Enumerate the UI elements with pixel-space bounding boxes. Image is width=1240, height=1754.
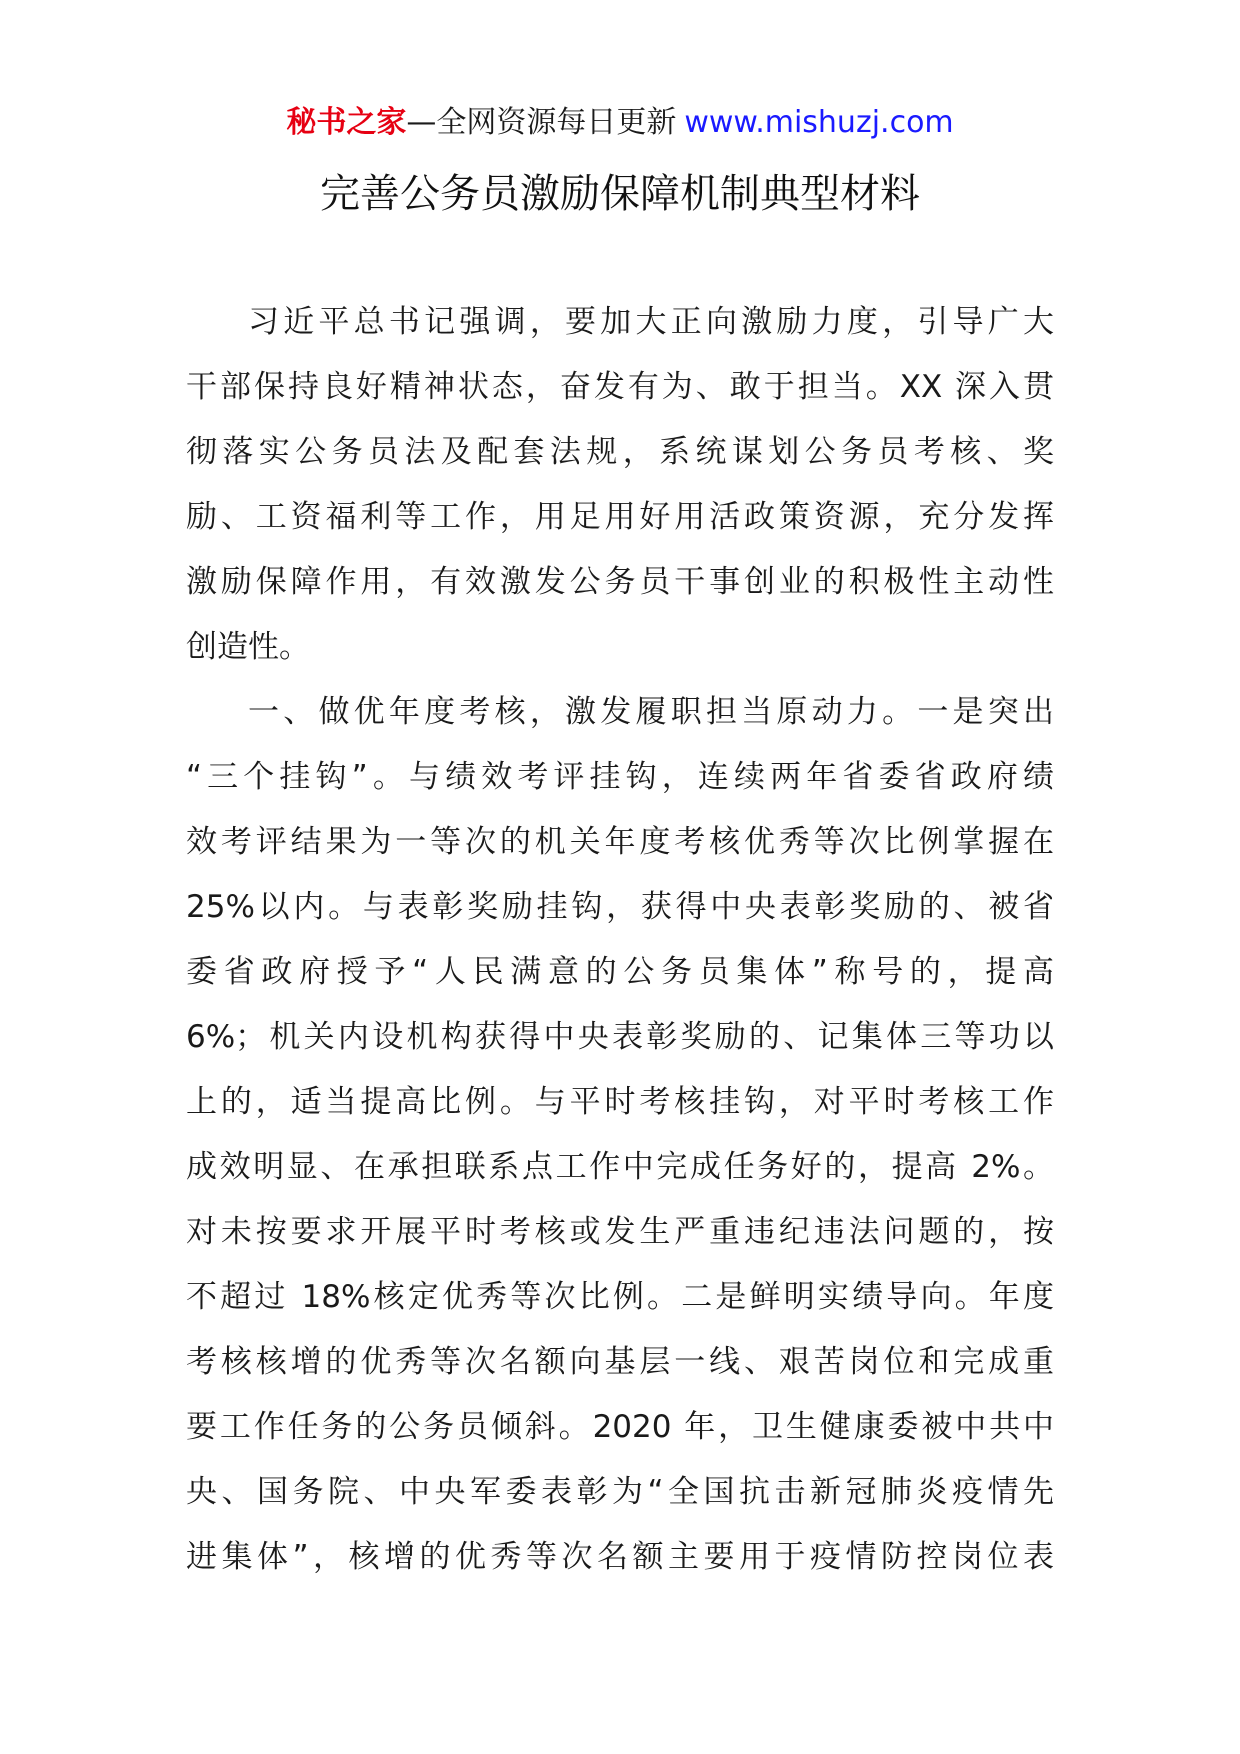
text-line: 要工作任务的公务员倾斜。2020 年，卫生健康委被中共中	[186, 1409, 1054, 1445]
document-body	[186, 290, 1054, 1590]
text-line: 激励保障作用，有效激发公务员干事创业的积极性主动性	[186, 564, 1054, 600]
text-line: 委省政府授予“人民满意的公务员集体”称号的，提高	[186, 954, 1054, 990]
text-line: 成效明显、在承担联系点工作中完成任务好的，提高 2%。	[186, 1149, 1054, 1185]
site-slogan: —全网资源每日更新	[406, 105, 677, 140]
text-line: 创造性。	[186, 629, 310, 665]
text-line: 对未按要求开展平时考核或发生严重违纪违法问题的，按	[186, 1214, 1054, 1250]
paragraph-section-one	[186, 680, 1054, 1590]
text-line: 进集体”，核增的优秀等次名额主要用于疫情防控岗位表	[186, 1539, 1054, 1575]
document-title: 完善公务员激励保障机制典型材料	[320, 171, 920, 217]
text-line: 25%以内。与表彰奖励挂钩，获得中央表彰奖励的、被省	[186, 889, 1054, 925]
text-line: 央、国务院、中央军委表彰为“全国抗击新冠肺炎疫情先	[186, 1474, 1054, 1510]
text-line: 一、做优年度考核，激发履职担当原动力。一是突出	[248, 694, 1054, 730]
text-line: 6%；机关内设机构获得中央表彰奖励的、记集体三等功以	[186, 1019, 1054, 1055]
site-url-link[interactable]: www.mishuzj.com	[684, 105, 954, 140]
text-line: “三个挂钩”。与绩效考评挂钩，连续两年省委省政府绩	[186, 759, 1054, 795]
text-line: 上的，适当提高比例。与平时考核挂钩，对平时考核工作	[186, 1084, 1054, 1120]
text-line: 不超过 18%核定优秀等次比例。二是鲜明实绩导向。年度	[186, 1279, 1054, 1315]
text-line: 励、工资福利等工作，用足用好用活政策资源，充分发挥	[186, 499, 1054, 535]
site-brand: 秘书之家	[286, 105, 407, 140]
text-line: 考核核增的优秀等次名额向基层一线、艰苦岗位和完成重	[186, 1344, 1054, 1380]
text-line: 彻落实公务员法及配套法规，系统谋划公务员考核、奖	[186, 434, 1054, 470]
text-line: 效考评结果为一等次的机关年度考核优秀等次比例掌握在	[186, 824, 1054, 860]
site-header	[0, 103, 1240, 143]
paragraph-intro	[186, 290, 1054, 680]
text-line: 干部保持良好精神状态，奋发有为、敢于担当。XX 深入贯	[186, 369, 1054, 405]
text-line: 习近平总书记强调，要加大正向激励力度，引导广大	[248, 304, 1054, 340]
